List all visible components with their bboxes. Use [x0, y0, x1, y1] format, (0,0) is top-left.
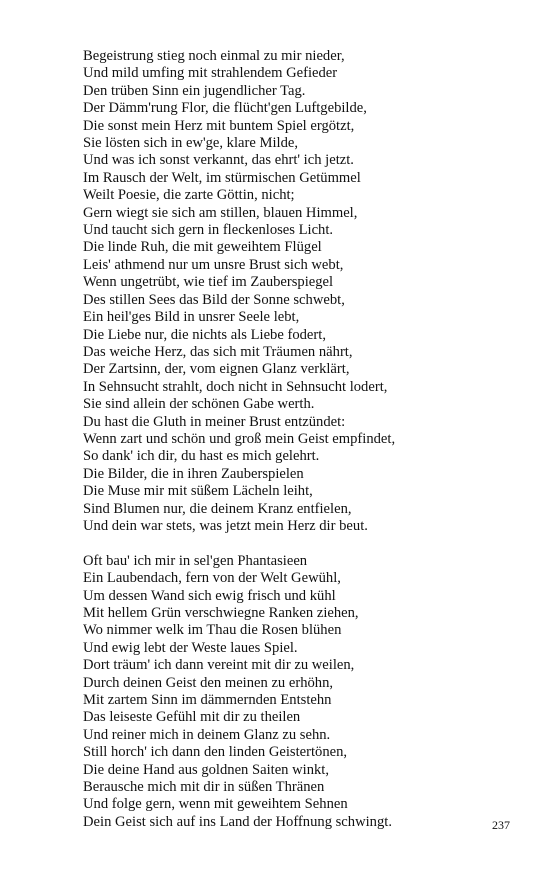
- stanza-2: [83, 553, 523, 832]
- poem-line: Und folge gern, wenn mit geweihtem Sehnen: [83, 796, 348, 813]
- poem-line: Ein Laubendach, fern von der Welt Gewühl,: [83, 570, 341, 587]
- poem-line: Und was ich sonst verkannt, das ehrt' ich jetzt.: [83, 152, 354, 169]
- poem-line: Das weiche Herz, das sich mit Träumen nährt,: [83, 343, 353, 360]
- poem-line: Berausche mich mit dir in süßen Thränen: [83, 779, 325, 796]
- poem-line: Um dessen Wand sich ewig frisch und kühl: [83, 587, 336, 604]
- poem-line: Die deine Hand aus goldnen Saiten winkt,: [83, 761, 330, 778]
- poem-line: Sie sind allein der schönen Gabe werth.: [83, 396, 315, 413]
- poem-line: Die Muse mir mit süßem Lächeln leiht,: [83, 483, 313, 500]
- poem-line: Durch deinen Geist den meinen zu erhöhn,: [83, 674, 334, 691]
- poem-line: Du hast die Gluth in meiner Brust entzündet:: [83, 413, 346, 430]
- poem-line: Mit hellem Grün verschwiegne Ranken ziehen,: [83, 604, 359, 621]
- poem-line: Dein Geist sich auf ins Land der Hoffnung schwingt.: [83, 813, 392, 830]
- poem-line: Des stillen Sees das Bild der Sonne schwebt,: [83, 291, 345, 308]
- poem-line: So dank' ich dir, du hast es mich gelehrt.: [83, 448, 320, 465]
- poem-line: Weilt Poesie, die zarte Göttin, nicht;: [83, 187, 295, 204]
- poem-line: Und dein war stets, was jetzt mein Herz dir beut.: [83, 517, 368, 534]
- poem-line: Still horch' ich dann den linden Geistertönen,: [83, 744, 348, 761]
- poem-text: [83, 48, 523, 831]
- poem-line: Die sonst mein Herz mit buntem Spiel ergötzt,: [83, 117, 355, 134]
- poem-line: Mit zartem Sinn im dämmernden Entstehn: [83, 692, 332, 709]
- poem-line: Die linde Ruh, die mit geweihtem Flügel: [83, 239, 322, 256]
- poem-line: Und taucht sich gern in fleckenloses Licht.: [83, 222, 334, 239]
- poem-line: Wo nimmer welk im Thau die Rosen blühen: [83, 622, 342, 639]
- poem-line: Wenn zart und schön und groß mein Geist empfindet,: [83, 430, 396, 447]
- poem-line: Sie lösten sich in ew'ge, klare Milde,: [83, 135, 299, 152]
- poem-line: Im Rausch der Welt, im stürmischen Getümmel: [83, 169, 361, 186]
- poem-line: Und mild umfing mit strahlendem Gefieder: [83, 65, 338, 82]
- poem-line: Der Zartsinn, der, vom eignen Glanz verklärt,: [83, 361, 350, 378]
- page-number: 237: [492, 818, 510, 832]
- stanza-1: [83, 48, 523, 535]
- poem-line: Die Liebe nur, die nichts als Liebe fodert,: [83, 326, 326, 343]
- poem-line: Und ewig lebt der Weste laues Spiel.: [83, 639, 298, 656]
- poem-line: Oft bau' ich mir in sel'gen Phantasieen: [83, 552, 308, 569]
- poem-line: Und reiner mich in deinem Glanz zu sehn.: [83, 726, 331, 743]
- poem-line: Das leiseste Gefühl mit dir zu theilen: [83, 709, 301, 726]
- poem-line: Die Bilder, die in ihren Zauberspielen: [83, 465, 304, 482]
- poem-line: Der Dämm'rung Flor, die flücht'gen Luftgebilde,: [83, 100, 367, 117]
- poem-line: In Sehnsucht strahlt, doch nicht in Sehnsucht lodert,: [83, 378, 388, 395]
- poem-line: Ein heil'ges Bild in unsrer Seele lebt,: [83, 309, 300, 326]
- poem-line: Wenn ungetrübt, wie tief im Zauberspiegel: [83, 274, 334, 291]
- poem-line: Begeistrung stieg noch einmal zu mir nieder,: [83, 48, 345, 64]
- poem-line: Leis' athmend nur um unsre Brust sich webt,: [83, 256, 344, 273]
- poem-line: Sind Blumen nur, die deinem Kranz entfielen,: [83, 500, 352, 517]
- poem-line: Den trüben Sinn ein jugendlicher Tag.: [83, 82, 306, 99]
- poem-line: Gern wiegt sie sich am stillen, blauen Himmel,: [83, 204, 358, 221]
- poem-line: Dort träum' ich dann vereint mit dir zu weilen,: [83, 657, 355, 674]
